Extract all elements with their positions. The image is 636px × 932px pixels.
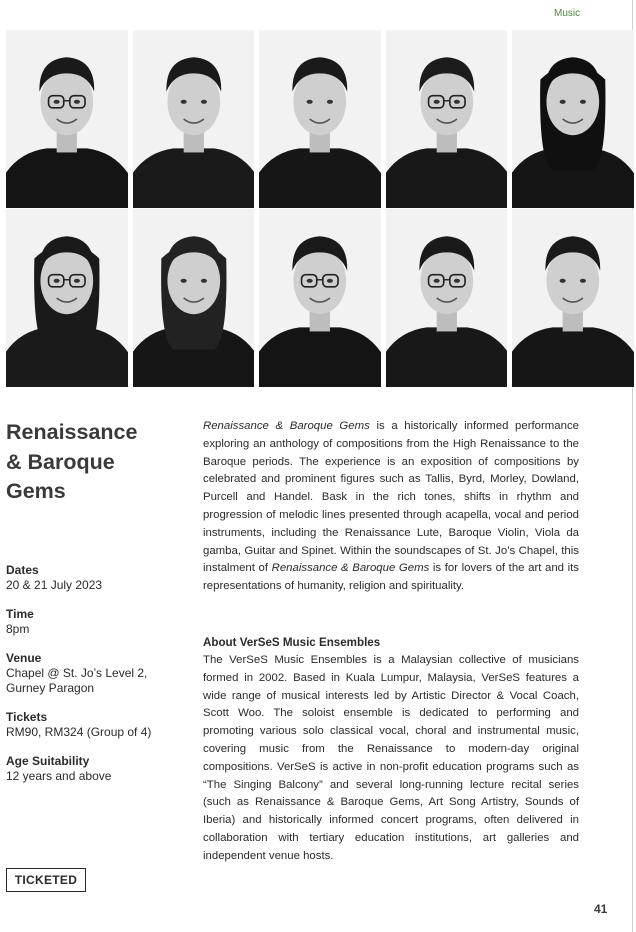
time-value: 8pm: [6, 622, 30, 636]
portrait-photo: [133, 209, 255, 387]
venue-block: [6, 651, 186, 696]
portrait-figure: [512, 30, 634, 208]
description-text: is for lovers of the art and its representations of humanity, religion and spirituality.: [203, 562, 579, 593]
portrait-figure: [512, 209, 634, 387]
tickets-value: RM90, RM324 (Group of 4): [6, 725, 152, 739]
dates-value: 20 & 21 July 2023: [6, 578, 103, 592]
about-paragraph: The VerSeS Music Ensembles is a Malaysian collective of musicians formed in 2002. Based in Kuala Lumpur, Malaysia, VerSeS features a wide range of musical interests led by Artistic Director & Vocal Coach, Scott Woo. The soloist ensemble is dedicated to performing and promoting various solo classical vocal, choral and instrumental music, covering music from the Renaissance to modern-day original compositions. VerSeS is active in non-profit education programs such as “The Singing Balcony” and several long-running lecture recital series (such as Renaissance & Baroque Gems, Art Song Artistry, Sounds of Iberia) and historically informed concert programs, often delivered in collaboration with tertiary education institutions, art galleries and independent venue hosts.: [203, 654, 579, 862]
portrait-photo: [512, 30, 634, 208]
event-title: [6, 418, 186, 507]
tickets-label: Tickets: [6, 710, 48, 724]
ticketed-badge: TICKETED: [6, 868, 86, 892]
portrait-figure: [386, 209, 508, 387]
event-title-line: Gems: [6, 479, 66, 503]
italic-title: Renaissance & Baroque Gems: [203, 420, 370, 432]
dates-label: Dates: [6, 563, 39, 577]
portrait-figure: [386, 30, 508, 208]
event-title-line: Renaissance: [6, 420, 138, 444]
portrait-figure: [259, 209, 381, 387]
tickets-block: [6, 710, 186, 740]
portrait-figure: [6, 30, 128, 208]
portrait-photo: [386, 209, 508, 387]
portrait-figure: [133, 30, 255, 208]
photo-row-bottom: [6, 209, 634, 387]
age-value: 12 years and above: [6, 769, 112, 783]
time-label: Time: [6, 607, 34, 621]
description-paragraph: [203, 418, 579, 596]
portrait-photo: [512, 209, 634, 387]
portrait-photo: [6, 30, 128, 208]
venue-value-line1: Chapel @ St. Jo’s Level 2,: [6, 666, 148, 680]
portrait-photo: [6, 209, 128, 387]
description-text: is a historically informed performance exploring an anthology of compositions from the High Renaissance to the Baroque periods. The experience is an exposition of compositions by celebrated and prominent figures such as Tallis, Byrd, Morley, Dowland, Purcell and Handel. Bask in the rich tones, shifts in rhythm and progression of melodic lines presented through acapella, vocal and period instruments, including the Renaissance Lute, Baroque Violin, Viola da gamba, Guitar and Spinet. Within the soundscapes of St. Jo’s Chapel, this instalment of: [203, 420, 579, 575]
time-block: [6, 607, 186, 637]
section-label: Music: [554, 8, 581, 19]
photo-row-top: [6, 30, 634, 208]
about-heading: About VerSeS Music Ensembles: [203, 636, 381, 649]
portrait-photo: [259, 209, 381, 387]
venue-label: Venue: [6, 651, 42, 665]
venue-value-line2: Gurney Paragon: [6, 681, 95, 695]
portrait-figure: [133, 209, 255, 387]
portrait-photo: [386, 30, 508, 208]
portrait-figure: [259, 30, 381, 208]
portrait-photo: [259, 30, 381, 208]
dates-block: [6, 563, 186, 593]
age-block: [6, 754, 186, 784]
portrait-photo: [133, 30, 255, 208]
event-title-line: & Baroque: [6, 449, 115, 474]
page-number: 41: [594, 902, 608, 916]
italic-title: Renaissance & Baroque Gems: [271, 562, 430, 575]
age-label: Age Suitability: [6, 754, 90, 768]
portrait-figure: [6, 209, 128, 387]
